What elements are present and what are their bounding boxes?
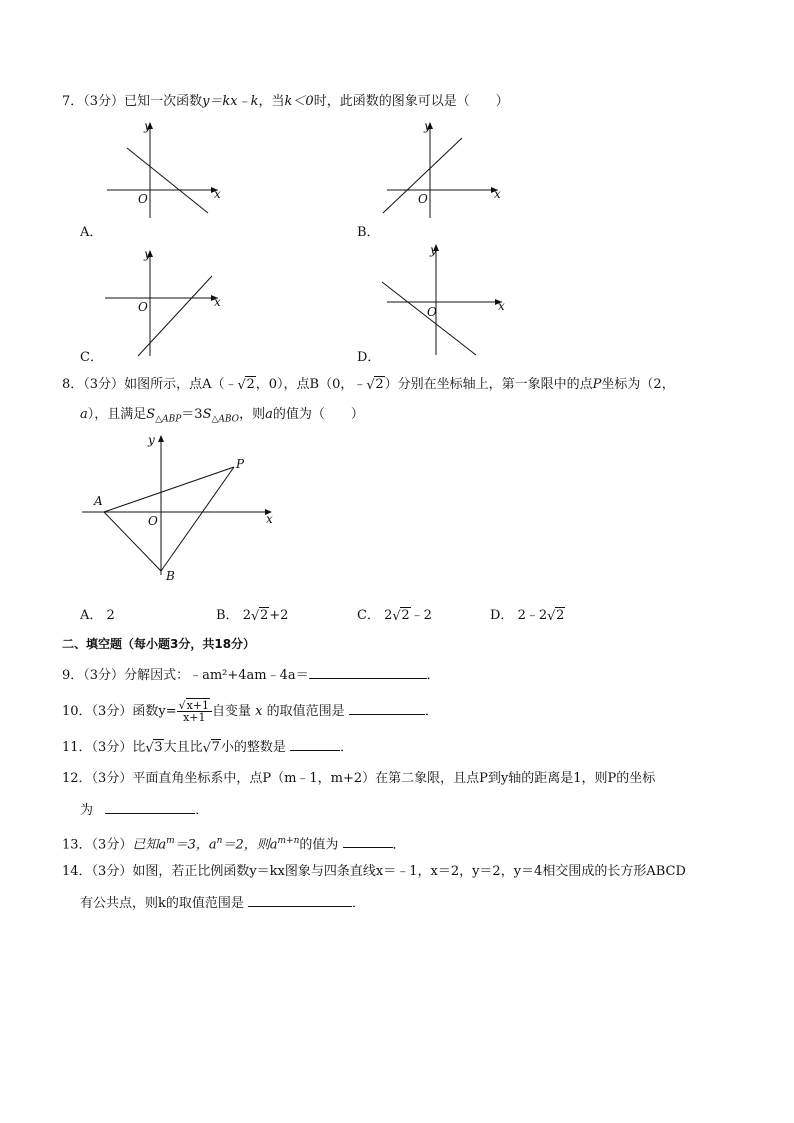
q8-stem-line2: a），且满足$S_{\triangle ABP}=3S_{\triangle ABO}$，则a的值为（ ） xyxy=(80,407,364,425)
q7-option-b-label: B． xyxy=(357,225,380,240)
q7-number: 7． xyxy=(62,94,84,109)
q7-score: （3分） xyxy=(83,94,125,109)
svg-text:y: y xyxy=(430,243,437,257)
svg-text:O: O xyxy=(427,305,437,319)
point-b-label: B xyxy=(166,569,175,583)
q8-option-a[interactable]: A． 2 xyxy=(80,608,115,623)
q7-graph-a xyxy=(100,118,230,228)
svg-text:y: y xyxy=(424,119,431,133)
q8-figure xyxy=(80,430,280,590)
q14-answer-blank[interactable] xyxy=(248,894,352,907)
svg-text:O: O xyxy=(418,192,428,206)
q9-answer-blank[interactable] xyxy=(309,666,427,679)
axis-x-label: x xyxy=(214,187,221,201)
q7-option-c-label: C． xyxy=(80,350,103,365)
q14-line2: 有公共点，则k的取值范围是 ． xyxy=(80,896,366,911)
q12-answer-blank[interactable] xyxy=(105,801,195,814)
origin-label: O xyxy=(148,514,158,528)
axis-y-label: y xyxy=(148,433,155,447)
q8-option-c[interactable]: C． 2 √ 2﹣2 xyxy=(357,608,432,624)
q8-option-b[interactable]: B． 2 √ 2+2 xyxy=(216,608,289,624)
q7-option-a-label: A． xyxy=(80,225,103,240)
svg-text:x: x xyxy=(214,295,221,309)
q7-graph-c xyxy=(100,246,230,356)
axis-x-label: x xyxy=(266,512,273,526)
q8-stem-line1: 8．（3分）如图所示，点A（﹣ √ 2，0），点B（0，﹣ √ 2）分别在坐标轴上，第一象限中的点P坐标为（2， xyxy=(62,377,675,393)
q7-graph-b xyxy=(380,118,510,228)
svg-text:y: y xyxy=(144,247,151,261)
q10: 10．（3分）函数y= √ x+1 x+1 自变量 x 的取值范围是 ． xyxy=(62,699,438,724)
svg-text:x: x xyxy=(494,187,501,201)
point-a-label: A xyxy=(94,494,103,508)
section-heading: 二、填空题（每小题3分，共18分） xyxy=(62,637,256,651)
segment-ap xyxy=(104,467,234,512)
q12-line2: 为 ． xyxy=(80,803,209,818)
q7-stem: 7．（3分）已知一次函数y＝kx﹣k，当k＜0时，此函数的图象可以是（ ） xyxy=(62,94,509,109)
q14-line1: 14．（3分）如图，若正比例函数y＝kx图象与四条直线x＝﹣1，x＝2，y＝2，y＝4相交围成的长方形ABCD xyxy=(62,864,686,879)
svg-text:x: x xyxy=(498,299,505,313)
q7-graph-d xyxy=(380,240,520,355)
segment-pb xyxy=(161,467,234,571)
q11-answer-blank[interactable] xyxy=(290,738,340,751)
q12-line1: 12．（3分）平面直角坐标系中，点P（m﹣1，m+2）在第二象限，且点P到y轴的距离是1，则P的坐标 xyxy=(62,771,656,786)
q13: 13．（3分）已知$a^m=3$，$a^n=2$，则$a^{m+n}$的值为 ． xyxy=(62,836,406,853)
q11: 11．（3分）比 √ 3大且比 √ 7小的整数是 ． xyxy=(62,740,354,756)
q9: 9．（3分）分解因式：﹣am²+4am﹣4a＝ ． xyxy=(62,668,440,683)
axis-y-label: y xyxy=(144,119,151,133)
q7-c-line xyxy=(138,276,212,356)
q13-answer-blank[interactable] xyxy=(343,835,393,848)
origin-label: O xyxy=(138,192,148,206)
svg-text:O: O xyxy=(138,300,148,314)
point-p-label: P xyxy=(236,457,245,471)
q10-answer-blank[interactable] xyxy=(349,702,425,715)
q8-option-d[interactable]: D． 2﹣2 √ 2 xyxy=(490,608,565,624)
q7-option-d-label: D． xyxy=(357,350,381,365)
